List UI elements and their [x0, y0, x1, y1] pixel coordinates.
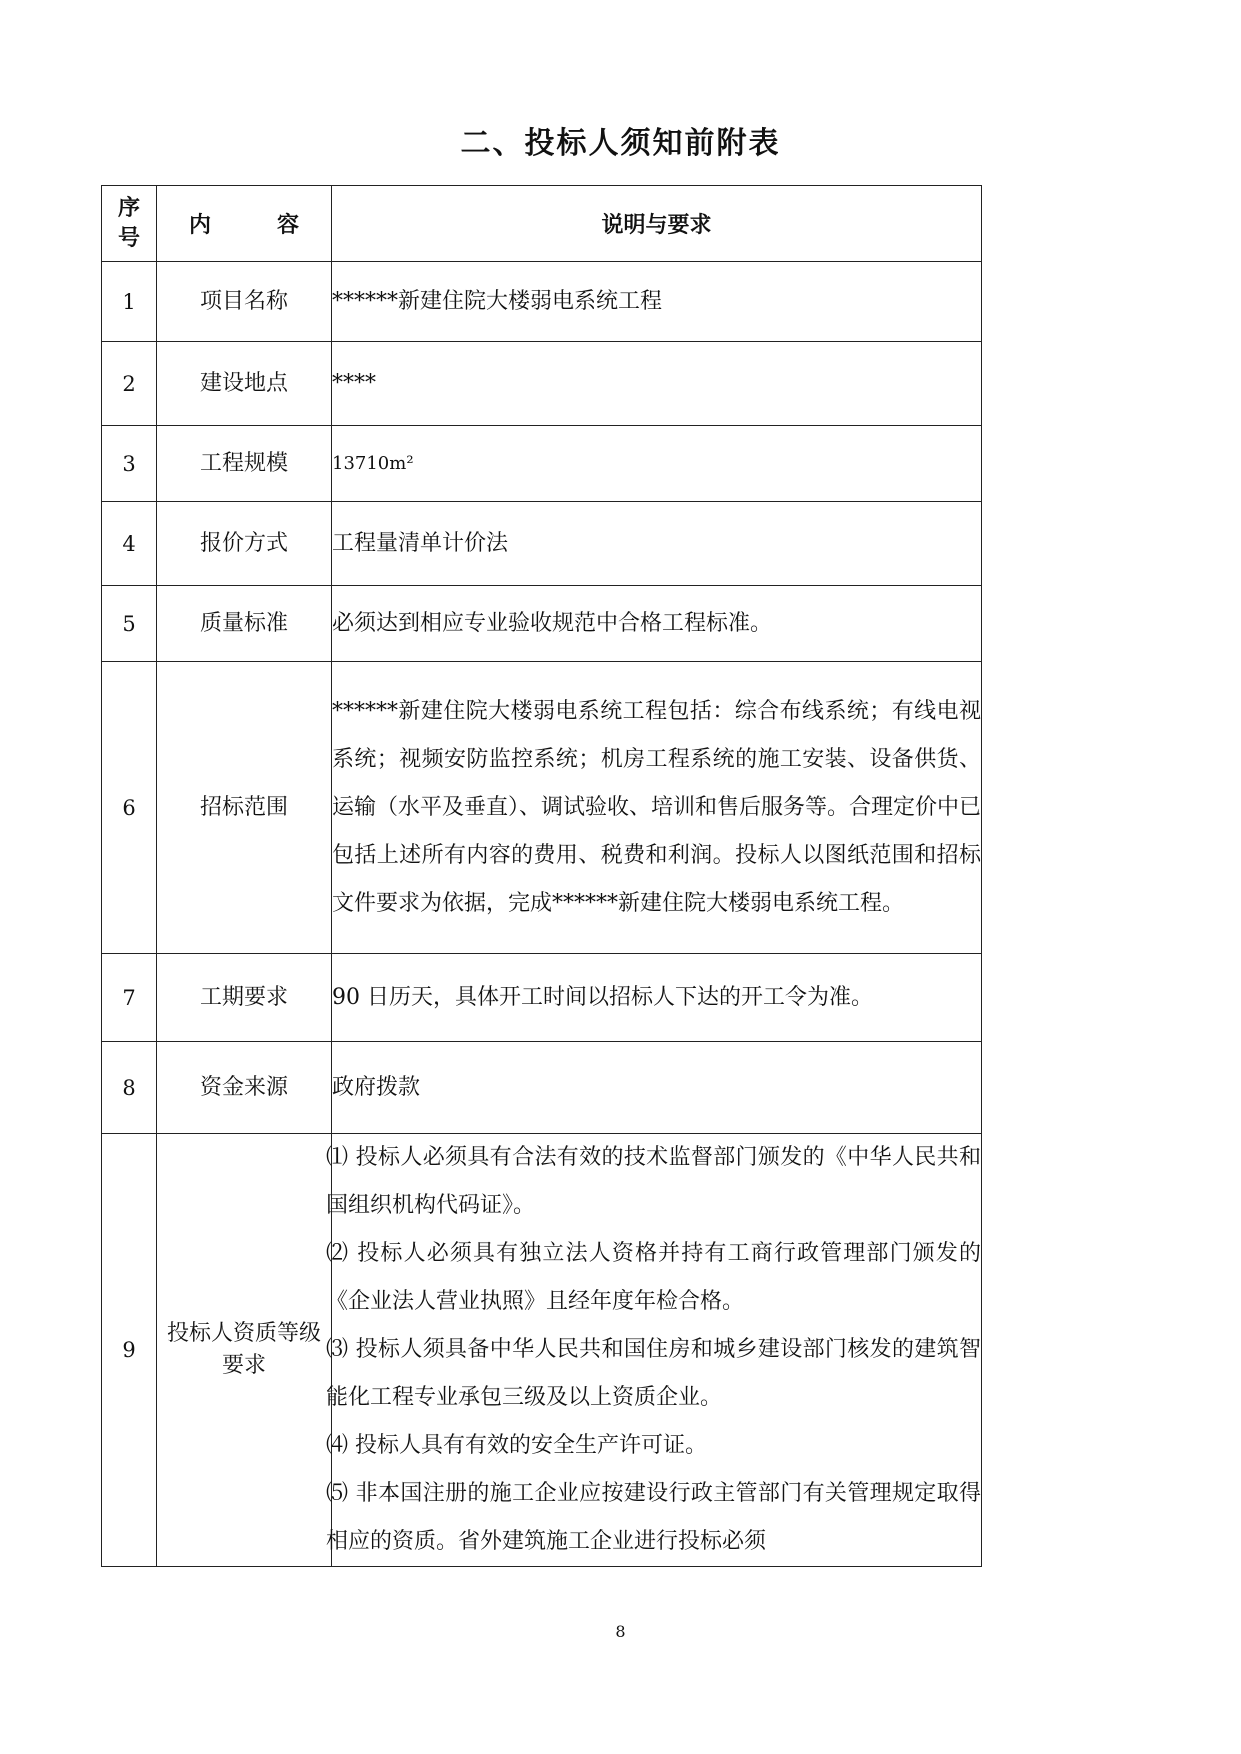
- table-row: [102, 426, 982, 502]
- table-row: [102, 342, 982, 426]
- table-row: [102, 1134, 982, 1567]
- table-row: [102, 954, 982, 1042]
- header-content: 内 容: [157, 186, 332, 262]
- row-desc: 必须达到相应专业验收规范中合格工程标准。: [332, 586, 982, 662]
- table-row: [102, 586, 982, 662]
- table-row: [102, 662, 982, 954]
- row-desc: ******新建住院大楼弱电系统工程包括：综合布线系统；有线电视系统；视频安防监控系统；机房工程系统的施工安装、设备供货、运输（水平及垂直）、调试验收、培训和售后服务等。合理定价中已包括上述所有内容的费用、税费和利润。投标人以图纸范围和招标文件要求为依据，完成******新建住院大楼弱电系统工程。: [332, 662, 982, 954]
- qualification-item: ⑶ 投标人须具备中华人民共和国住房和城乡建设部门核发的建筑智能化工程专业承包三级及以上资质企业。: [326, 1337, 981, 1410]
- row-number: 6: [102, 662, 157, 954]
- qualification-item: ⑵ 投标人必须具有独立法人资格并持有工商行政管理部门颁发的《企业法人营业执照》且经年度年检合格。: [326, 1241, 981, 1314]
- row-item: 资金来源: [157, 1042, 332, 1134]
- row-desc: 工程量清单计价法: [332, 502, 982, 586]
- qualification-item: ⑸ 非本国注册的施工企业应按建设行政主管部门有关管理规定取得相应的资质。省外建筑施工企业进行投标必须: [326, 1481, 981, 1554]
- document-title: 二、投标人须知前附表: [460, 126, 781, 161]
- header-seq-label: 序 号: [117, 195, 140, 251]
- row-item: 项目名称: [157, 262, 332, 342]
- row-desc: 政府拨款: [332, 1042, 982, 1134]
- row-desc: 13710m²: [332, 426, 982, 502]
- row-number: 4: [102, 502, 157, 586]
- row-item: 工期要求: [157, 954, 332, 1042]
- row-item: 投标人资质等级要求: [157, 1134, 332, 1567]
- row-number: 9: [102, 1134, 157, 1567]
- row-desc: ****: [332, 342, 982, 426]
- row-item: 质量标准: [157, 586, 332, 662]
- row-number: 1: [102, 262, 157, 342]
- page-number: 8: [615, 1622, 626, 1641]
- row-number: 2: [102, 342, 157, 426]
- qualification-item: ⑷ 投标人具有有效的安全生产许可证。: [326, 1433, 707, 1458]
- row-number: 8: [102, 1042, 157, 1134]
- header-desc: 说明与要求: [332, 186, 982, 262]
- table-row: [102, 502, 982, 586]
- bidder-instructions-table: [101, 185, 982, 1567]
- row-item: 招标范围: [157, 662, 332, 954]
- row-desc: 90 日历天，具体开工时间以招标人下达的开工令为准。: [332, 954, 982, 1042]
- table-row: [102, 262, 982, 342]
- row-desc: ******新建住院大楼弱电系统工程: [332, 262, 982, 342]
- table-row: [102, 1042, 982, 1134]
- row-item: 建设地点: [157, 342, 332, 426]
- row-number: 7: [102, 954, 157, 1042]
- row-item: 工程规模: [157, 426, 332, 502]
- qualification-item: ⑴ 投标人必须具有合法有效的技术监督部门颁发的《中华人民共和国组织机构代码证》。: [326, 1145, 981, 1218]
- table-header-row: [102, 186, 982, 262]
- row-desc-qualifications: [326, 1134, 982, 1567]
- header-seq: [102, 186, 157, 262]
- row-item: 报价方式: [157, 502, 332, 586]
- row-number: 5: [102, 586, 157, 662]
- row-number: 3: [102, 426, 157, 502]
